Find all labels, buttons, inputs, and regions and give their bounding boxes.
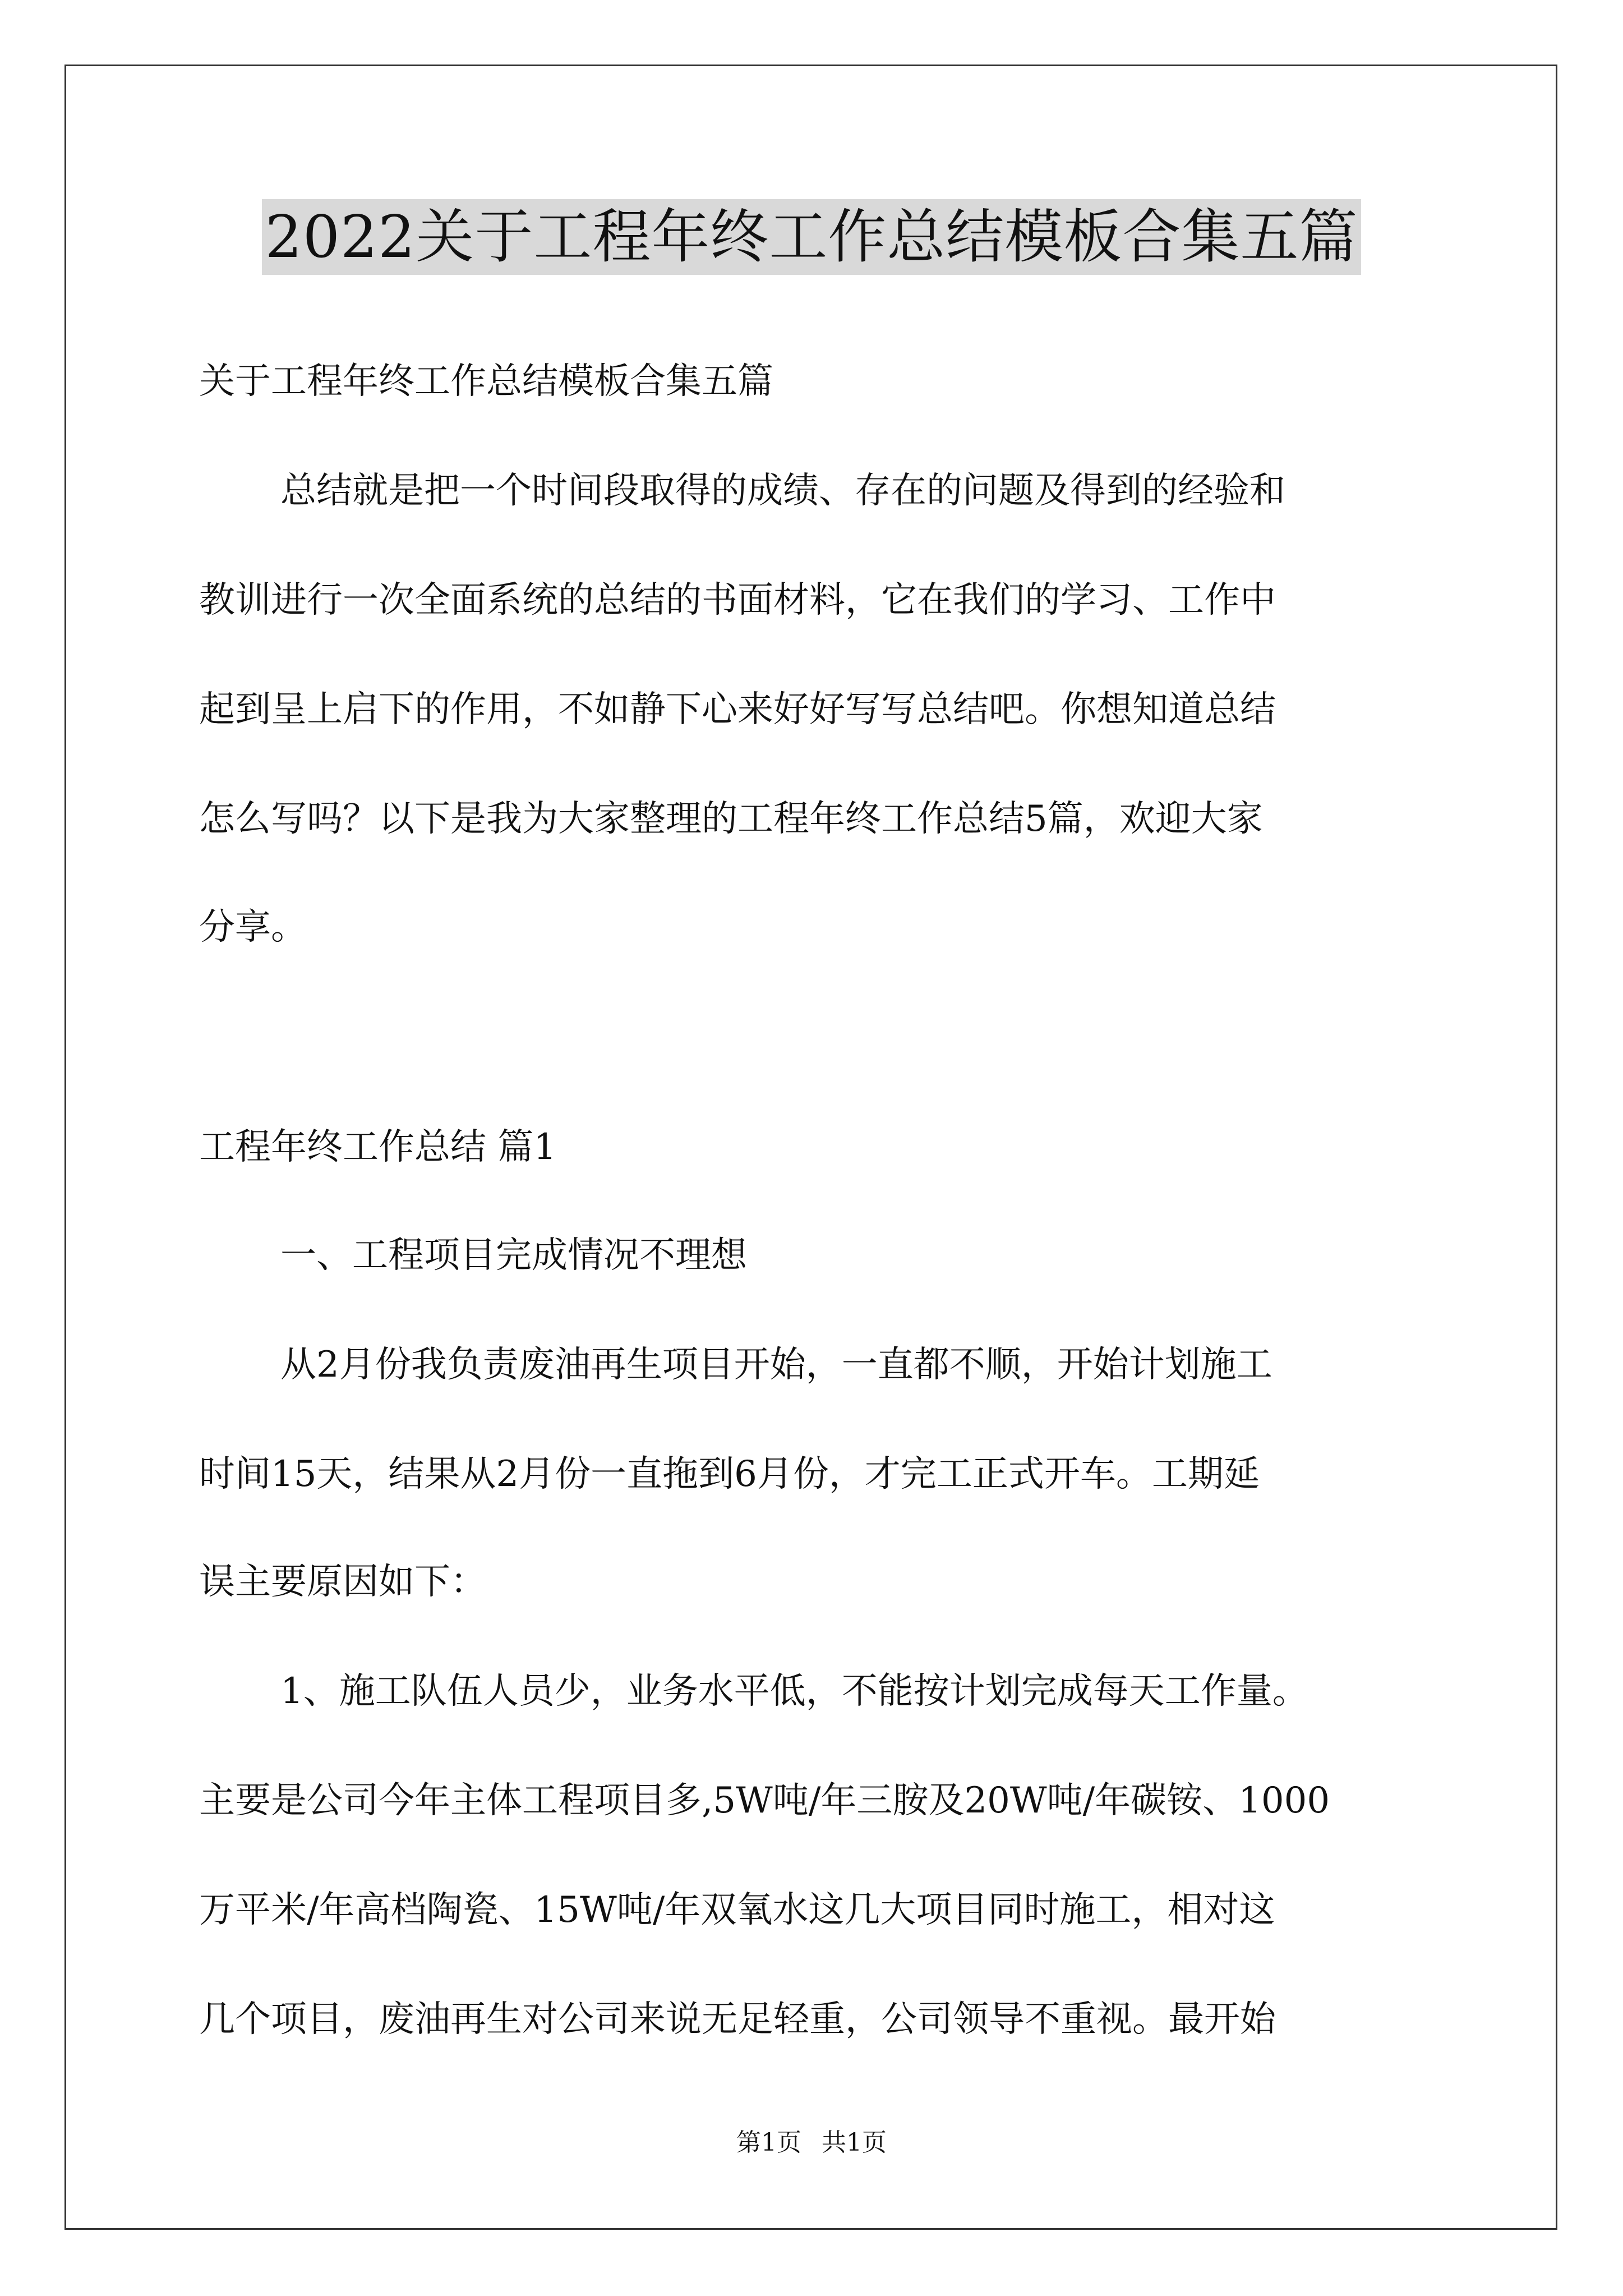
para2-line-1: 1、施工队伍人员少，业务水平低，不能按计划完成每天工作量。	[280, 1671, 1308, 1712]
intro-line-1: 总结就是把一个时间段取得的成绩、存在的问题及得到的经验和	[280, 470, 1285, 512]
para1-line-1: 从2月份我负责废油再生项目开始，一直都不顺，开始计划施工	[280, 1344, 1272, 1386]
para1-line-3: 误主要原因如下：	[199, 1561, 486, 1603]
page-number: 第1页	[736, 2128, 801, 2157]
title-container	[0, 199, 1623, 275]
document-subtitle: 关于工程年终工作总结模板合集五篇	[199, 361, 773, 402]
para2-line-4: 几个项目，废油再生对公司来说无足轻重，公司领导不重视。最开始	[199, 1999, 1276, 2040]
para2-line-2: 主要是公司今年主体工程项目多,5W吨/年三胺及20W吨/年碳铵、1000	[199, 1780, 1330, 1821]
section-heading: 工程年终工作总结 篇1	[199, 1126, 557, 1168]
intro-line-3: 起到呈上启下的作用，不如静下心来好好写写总结吧。你想知道总结	[199, 689, 1276, 730]
page-total: 共1页	[822, 2128, 887, 2157]
page-footer	[0, 2126, 1623, 2160]
document-title: 2022关于工程年终工作总结模板合集五篇	[262, 199, 1362, 275]
intro-line-5: 分享。	[199, 907, 307, 948]
para1-line-2: 时间15天，结果从2月份一直拖到6月份，才完工正式开车。工期延	[199, 1453, 1260, 1495]
para2-line-3: 万平米/年高档陶瓷、15W吨/年双氧水这几大项目同时施工，相对这	[199, 1889, 1275, 1931]
intro-line-4: 怎么写吗？以下是我为大家整理的工程年终工作总结5篇，欢迎大家	[199, 798, 1263, 840]
intro-line-2: 教训进行一次全面系统的总结的书面材料，它在我们的学习、工作中	[199, 579, 1276, 621]
sub-heading: 一、工程项目完成情况不理想	[280, 1235, 747, 1276]
